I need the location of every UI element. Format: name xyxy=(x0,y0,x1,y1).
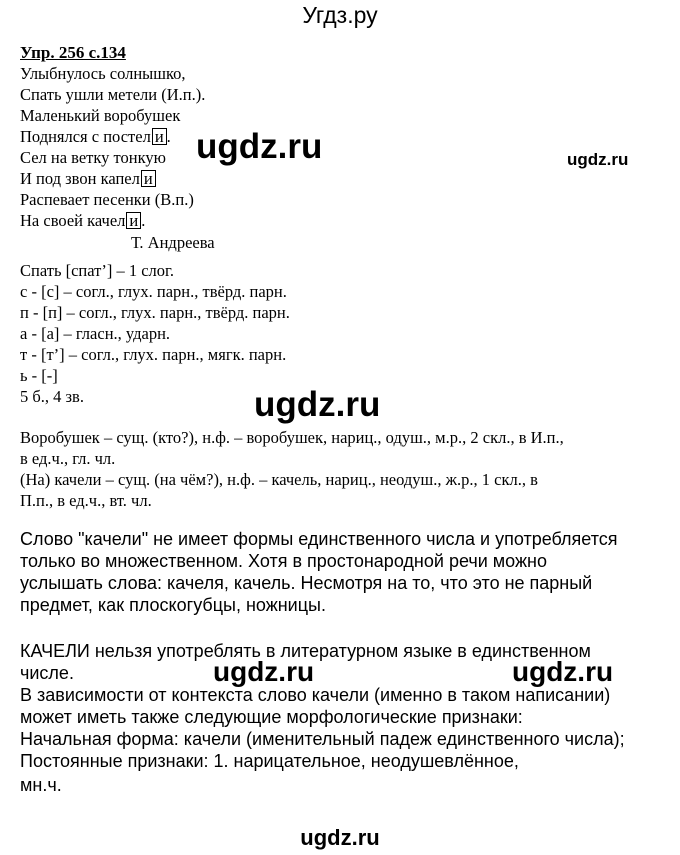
phonetic-line: ь - [-] xyxy=(20,366,58,385)
poem-line-8-text: На своей качел xyxy=(20,211,126,230)
poem-line-8 xyxy=(20,210,205,231)
poem-line-3: Маленький воробушек xyxy=(20,106,181,125)
watermark: ugdz.ru xyxy=(196,127,323,166)
morph-line: (На) качели – сущ. (на чём?), н.ф. – качель, нариц., неодуш., ж.р., 1 скл., в xyxy=(20,470,538,489)
note-line: только во множественном. Хотя в простонародной речи можно xyxy=(20,551,547,571)
morphological-analysis xyxy=(20,427,564,511)
phonetic-line: а - [а] – гласн., ударн. xyxy=(20,324,171,343)
phonetic-line: 5 б., 4 зв. xyxy=(20,387,84,406)
phonetic-analysis xyxy=(20,260,290,407)
poem-line-4-text: Поднялся с постел xyxy=(20,127,151,146)
note-line: может иметь также следующие морфологические признаки: xyxy=(20,707,523,727)
note-paragraph-1 xyxy=(20,528,617,616)
poem-line-6 xyxy=(20,168,205,189)
poem-line-7: Распевает песенки (В.п.) xyxy=(20,190,194,209)
poem xyxy=(20,63,205,231)
morph-line: Воробушек – сущ. (кто?), н.ф. – воробушек, нариц., одуш., м.р., 2 скл., в И.п., xyxy=(20,428,564,447)
ending-box: и xyxy=(126,212,141,229)
watermark: ugdz.ru xyxy=(567,150,629,169)
phonetic-line: т - [т’] – согл., глух. парн., мягк. парн. xyxy=(20,345,287,364)
footer-watermark: ugdz.ru xyxy=(300,825,380,850)
note-line: предмет, как плоскогубцы, ножницы. xyxy=(20,595,326,615)
poem-line-4-end: . xyxy=(166,127,171,146)
watermark: ugdz.ru xyxy=(213,656,315,687)
note-line: Начальная форма: качели (именительный падеж единственного числа); xyxy=(20,729,625,749)
poem-line-6-text: И под звон капел xyxy=(20,169,140,188)
poem-line-5: Сел на ветку тонкую xyxy=(20,148,166,167)
poem-line-8-end: . xyxy=(141,211,146,230)
note-line: КАЧЕЛИ нельзя употреблять в литературном языке в единственном xyxy=(20,641,591,661)
poem-line-2: Спать ушли метели (И.п.). xyxy=(20,85,206,104)
morph-line: в ед.ч., гл. чл. xyxy=(20,449,116,468)
watermark: ugdz.ru xyxy=(512,656,614,687)
site-header: Угдз.ру xyxy=(302,2,378,28)
watermark: ugdz.ru xyxy=(254,385,381,424)
poem-author: Т. Андреева xyxy=(131,233,215,252)
note-line: мн.ч. xyxy=(20,775,62,795)
note-line: Слово "качели" не имеет формы единственного числа и употребляется xyxy=(20,529,618,549)
ending-box: и xyxy=(152,128,167,145)
note-line: услышать слова: качеля, качель. Несмотря на то, что это не парный xyxy=(20,573,593,593)
note-line: числе. xyxy=(20,663,74,683)
exercise-title: Упр. 256 с.134 xyxy=(20,43,126,62)
ending-box: и xyxy=(141,170,156,187)
phonetic-line: с - [с] – согл., глух. парн., твёрд. парн. xyxy=(20,282,287,301)
note-line: В зависимости от контекста слово качели (именно в таком написании) xyxy=(20,685,611,705)
poem-line-4 xyxy=(20,126,205,147)
poem-line-1: Улыбнулось солнышко, xyxy=(20,64,186,83)
note-line: Постоянные признаки: 1. нарицательное, неодушевлённое, xyxy=(20,751,519,771)
phonetic-line: Спать [спат’] – 1 слог. xyxy=(20,261,175,280)
phonetic-line: п - [п] – согл., глух. парн., твёрд. парн. xyxy=(20,303,290,322)
morph-line: П.п., в ед.ч., вт. чл. xyxy=(20,491,152,510)
